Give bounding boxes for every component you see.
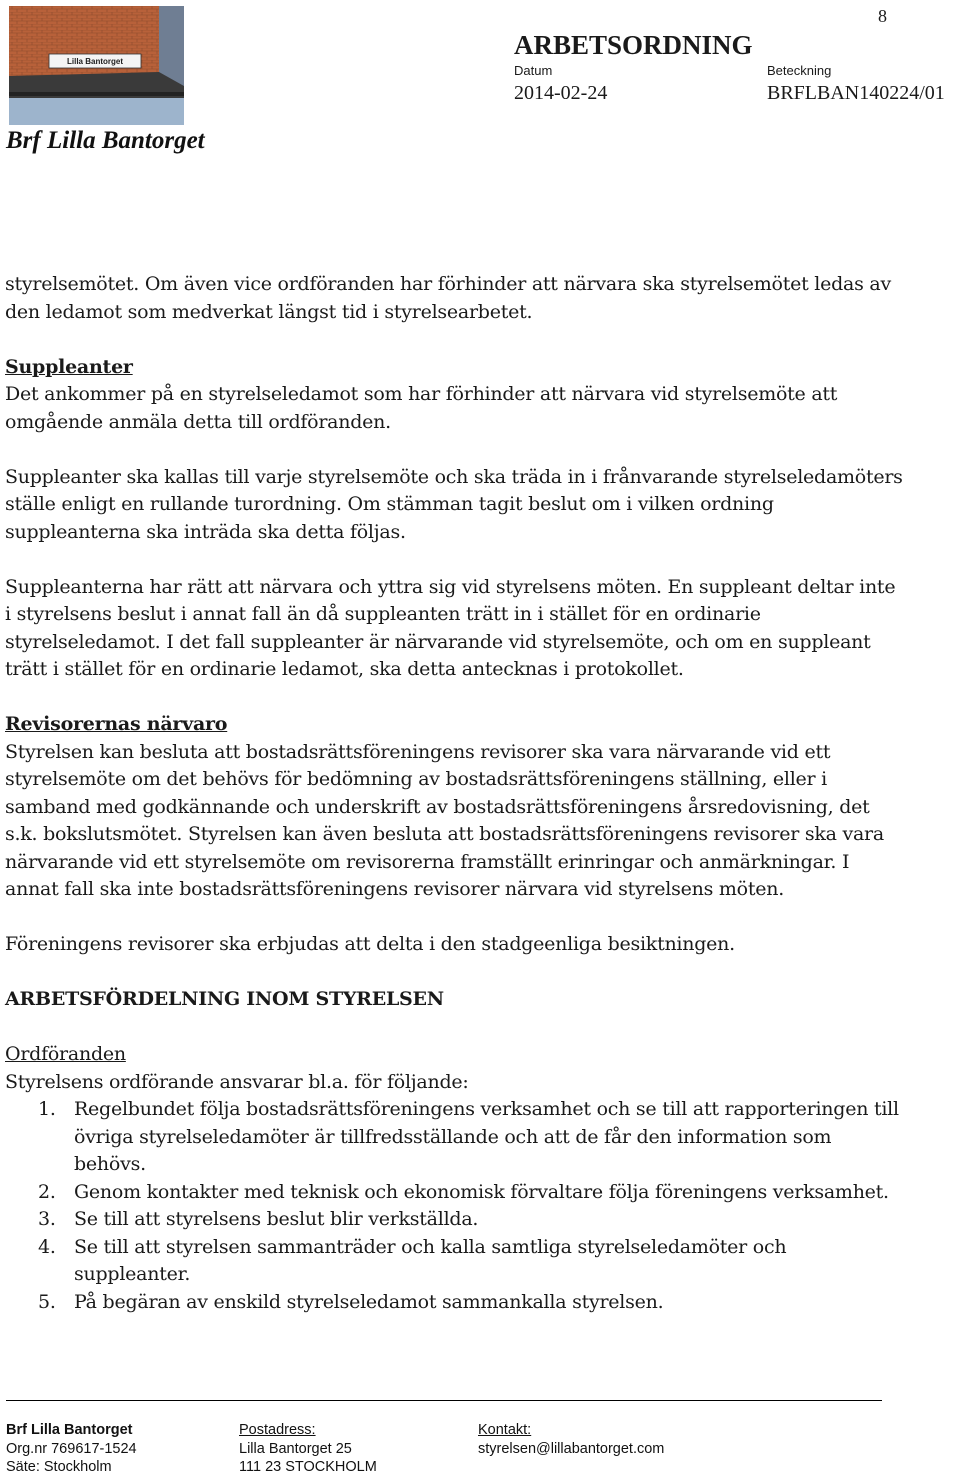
list-item-text: På begäran av enskild styrelseledamot sammankalla styrelsen. xyxy=(74,1290,664,1313)
duties-list xyxy=(5,1096,905,1316)
reference-value: BRFLBAN140224/01 xyxy=(767,82,945,104)
list-item-number: 2. xyxy=(38,1180,56,1203)
suppleanter-paragraph-2: Suppleanter ska kallas till varje styrelsemöte och ska träda in i frånvarande styrelseledamöters ställe enligt en rullande turordning. Om stämman tagit beslut om i vilken ordning suppleanterna ska inträda ska detta följas. xyxy=(5,465,903,543)
footer-postal-code: 111 23 STOCKHOLM xyxy=(239,1459,377,1475)
list-item xyxy=(5,1234,905,1289)
document-title: ARBETSORDNING xyxy=(514,30,753,60)
suppleanter-paragraph-1: Det ankommer på en styrelseledamot som har förhinder att närvara vid styrelsemöte att omgående anmäla detta till ordföranden. xyxy=(5,383,838,433)
footer-org-nr: Org.nr 769617-1524 xyxy=(6,1440,137,1457)
intro-paragraph: styrelsemötet. Om även vice ordföranden har förhinder att närvara ska styrelsemötet ledas av den ledamot som medverkat längst tid i styrelsearbetet. xyxy=(5,273,891,323)
reference-label: Beteckning xyxy=(767,63,832,78)
footer-street: Lilla Bantorget 25 xyxy=(239,1440,352,1457)
ordforanden-intro: Styrelsens ordförande ansvarar bl.a. för följande: xyxy=(5,1070,469,1093)
list-item-text: Regelbundet följa bostadsrättsföreningens verksamhet och se till att rapporteringen till övriga styrelseledamöter är tillfredsställande och att de får den information som behövs. xyxy=(74,1098,899,1175)
footer-org-name: Brf Lilla Bantorget xyxy=(6,1422,133,1438)
footer-org-info xyxy=(6,1421,137,1477)
footer-seat: Säte: Stockholm xyxy=(6,1459,112,1475)
ordforanden-heading: Ordföranden xyxy=(5,1043,126,1065)
list-item-number: 4. xyxy=(38,1235,56,1258)
revisorer-paragraph-2: Föreningens revisorer ska erbjudas att delta i den stadgeenliga besiktningen. xyxy=(5,933,735,955)
org-name: Brf Lilla Bantorget xyxy=(6,127,205,154)
footer-postal-label: Postadress: xyxy=(239,1422,316,1438)
footer-divider xyxy=(6,1400,882,1401)
page-number: 8 xyxy=(878,6,887,26)
footer-contact-label: Kontakt: xyxy=(478,1422,532,1438)
list-item-number: 5. xyxy=(38,1290,56,1313)
footer-contact xyxy=(478,1421,664,1458)
logo-sign-text: Lilla Bantorget xyxy=(66,57,124,66)
logo-photo xyxy=(9,6,184,125)
footer-postal-address xyxy=(239,1421,377,1477)
suppleanter-heading: Suppleanter xyxy=(5,355,133,378)
list-item-text: Genom kontakter med teknisk och ekonomisk förvaltare följa föreningens verksamhet. xyxy=(74,1180,889,1203)
date-label: Datum xyxy=(514,63,553,78)
list-item xyxy=(5,1096,905,1179)
list-item-text: Se till att styrelsens beslut blir verkställda. xyxy=(74,1208,479,1230)
building-photo-icon xyxy=(9,6,184,125)
list-item-text: Se till att styrelsen sammanträder och kalla samtliga styrelseledamöter och suppleanter. xyxy=(74,1235,787,1285)
footer-email-link[interactable]: styrelsen@lillabantorget.com xyxy=(478,1440,665,1457)
list-item xyxy=(5,1289,905,1317)
date-value: 2014-02-24 xyxy=(514,82,608,104)
suppleanter-paragraph-3: Suppleanterna har rätt att närvara och yttra sig vid styrelsens möten. En suppleant deltar inte i styrelsens beslut i annat fall än då suppleanten trätt in i stället för en ordinarie styrelseledamot. I det fall suppleanter är närvarande vid styrelsemöte, och om en suppleant trätt i stället för en ordinarie ledamot, ska detta antecknas i protokollet. xyxy=(5,575,896,680)
list-item-number: 3. xyxy=(38,1208,56,1230)
section-heading: ARBETSFÖRDELNING INOM STYRELSEN xyxy=(5,988,444,1010)
document-body xyxy=(5,271,905,1316)
list-item xyxy=(5,1179,905,1207)
revisorer-heading: Revisorernas närvaro xyxy=(5,713,228,735)
revisorer-paragraph-1: Styrelsen kan besluta att bostadsrättsföreningens revisorer ska vara närvarande vid ett styrelsemöte om det behövs för bedömning av bostadsrättsföreningens ställning, eller i samband med godkännande och underskrift av bostadsrättsföreningens årsredovisning, det s.k. bokslutsmötet. Styrelsen kan även besluta att bostadsrättsföreningens revisorer ska vara närvarande vid ett styrelsemöte om revisorerna framställt erinringar och anmärkningar. I annat fall ska inte bostadsrättsföreningens revisorer närvara vid styrelsens möten. xyxy=(5,740,884,900)
list-item-number: 1. xyxy=(38,1098,56,1120)
list-item xyxy=(5,1206,905,1234)
